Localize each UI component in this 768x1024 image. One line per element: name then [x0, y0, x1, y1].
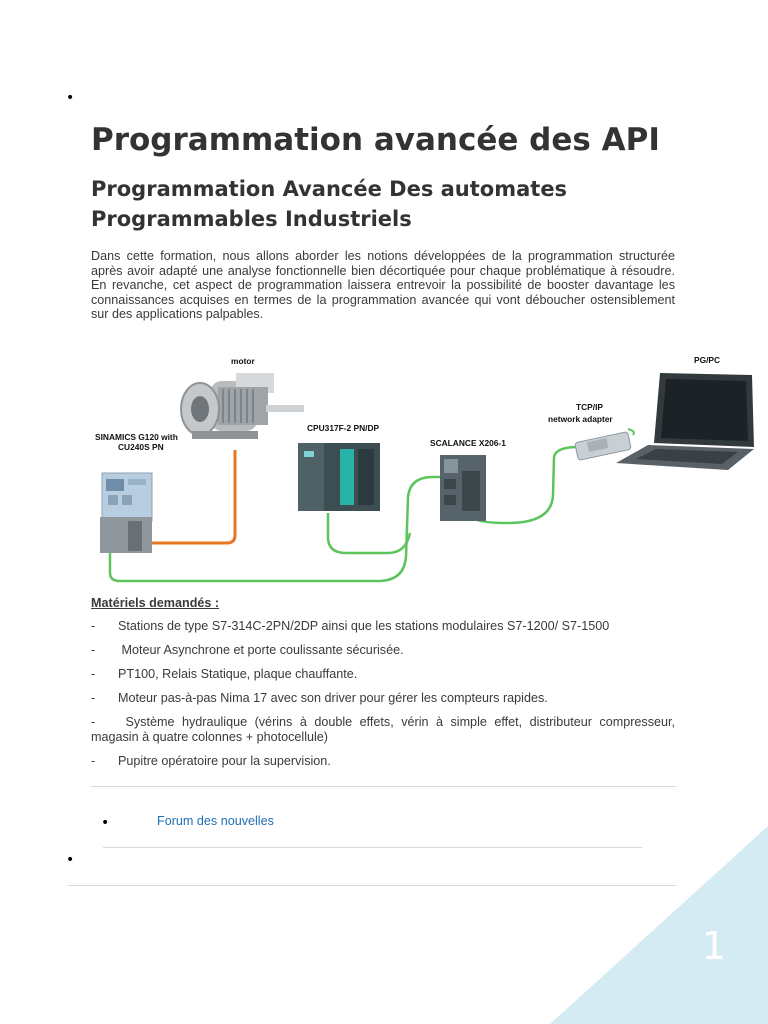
materials-item: [91, 643, 675, 658]
item-dash: -: [91, 691, 96, 705]
network-diagram: [88, 345, 768, 590]
label-switch: SCALANCE X206-1: [430, 438, 506, 448]
network-adapter-icon: [575, 432, 632, 461]
item-text: Stations de type S7-314C-2PN/2DP ainsi que les stations modulaires S7-1200/ S7-1500: [118, 619, 610, 633]
network-cable-switch: [473, 447, 578, 523]
network-cable-pc: [628, 429, 634, 435]
laptop-icon: [616, 373, 754, 470]
label-adapter-line1: TCP/IP: [576, 402, 603, 412]
motor-cable: [150, 450, 235, 543]
bottom-bullet: •: [66, 852, 75, 868]
intro-paragraph: Dans cette formation, nous allons aborder les notions développées de la programmation structurée après avoir adapté une analyse fonctionnelle bien décortiquée pour chaque problématique à résoudre. En revanche, cet aspect de programmation laissera entrevoir la possibilité de booster davantage les connaissances acquises en termes de la programmation avancée qui vont déboucher ostensiblement sur des applications palpables.: [91, 249, 675, 322]
forum-link[interactable]: Forum des nouvelles: [157, 814, 274, 828]
cpu-icon: [298, 443, 380, 511]
top-bullet: •: [66, 90, 75, 106]
item-text: Moteur Asynchrone et porte coulissante sécurisée.: [118, 643, 404, 657]
page-title: Programmation avancée des API: [91, 122, 660, 158]
forum-bullet: •: [101, 815, 110, 831]
label-drive-line1: SINAMICS G120 with: [95, 432, 178, 442]
scalance-switch-icon: [440, 455, 486, 521]
item-dash: -: [91, 643, 96, 657]
materials-item: [91, 754, 675, 769]
item-dash: -: [91, 754, 96, 768]
network-cable-cpu: [328, 513, 410, 553]
corner-decoration: [550, 826, 768, 1024]
label-motor: motor: [231, 356, 255, 366]
page-number: 1: [701, 924, 726, 968]
sinamics-drive-icon: [100, 473, 152, 553]
network-cable-drive: [110, 477, 443, 581]
materials-item: [91, 667, 675, 682]
materials-item: [91, 619, 675, 634]
item-dash: -: [91, 619, 96, 633]
materials-heading: Matériels demandés :: [91, 596, 220, 610]
divider: [91, 786, 676, 787]
motor-icon: [181, 373, 304, 439]
item-dash: -: [91, 667, 96, 681]
item-text: Pupitre opératoire pour la supervision.: [118, 754, 331, 768]
item-text: Système hydraulique (vérins à double effets, vérin à simple effet, distributeur compresseur, magasin à quatre colonnes + photocellule): [91, 715, 675, 744]
label-adapter-line2: network adapter: [548, 414, 613, 424]
label-pc: PG/PC: [694, 355, 721, 365]
item-dash: -: [91, 715, 96, 729]
item-text: PT100, Relais Statique, plaque chauffante.: [118, 667, 358, 681]
item-text: Moteur pas-à-pas Nima 17 avec son driver pour gérer les compteurs rapides.: [118, 691, 548, 705]
materials-item: [91, 715, 675, 744]
materials-item: [91, 691, 675, 706]
label-cpu: CPU317F-2 PN/DP: [307, 423, 380, 433]
page-subtitle: Programmation Avancée Des automates Programmables Industriels: [91, 177, 568, 231]
label-drive-line2: CU240S PN: [118, 442, 164, 452]
